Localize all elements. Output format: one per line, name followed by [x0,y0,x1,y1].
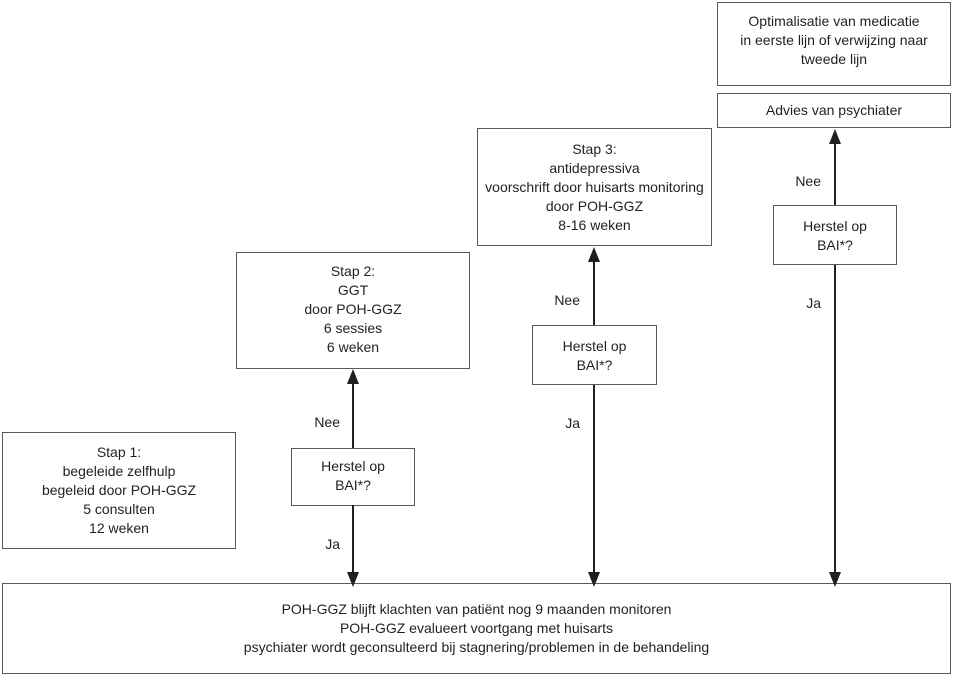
connector-line [352,378,354,448]
box-text-line: 12 weken [89,520,149,536]
box-stap-3 [477,128,712,246]
box-text-line: BAI*? [335,477,371,493]
arrow-down-icon [829,572,841,587]
box-text-line: POH-GGZ blijft klachten van patiënt nog 9 maanden monitoren [281,601,672,617]
box-text-line: 6 weken [326,339,380,355]
label-ja: Ja [325,536,340,552]
connector-line [834,138,836,205]
box-text-line: 6 sessies [323,320,383,336]
box-text-line: Herstel op [321,458,385,474]
label-ja: Ja [806,295,821,311]
box-herstel-bai-right [773,205,897,265]
box-text-line: Stap 3: [572,141,617,157]
box-text-line: POH-GGZ evalueert voortgang met huisarts [339,620,614,636]
box-text-line: voorschrift door huisarts monitoring [485,179,704,195]
arrow-down-icon [588,572,600,587]
box-monitoring [2,583,951,674]
box-text-line: GGT [337,282,369,298]
box-text-line: Advies van psychiater [765,102,903,118]
box-text-line: BAI*? [576,357,613,373]
box-text-line: psychiater wordt geconsulteerd bij stagnering/problemen in de behandeling [243,639,710,655]
box-text-line: door POH-GGZ [304,301,402,317]
label-nee: Nee [795,173,821,189]
box-text-line: Stap 2: [330,263,376,279]
box-advies-psychiater [717,93,951,128]
connector-line [834,265,836,575]
connector-line [352,505,354,575]
box-text-line: begeleide zelfhulp [62,463,176,479]
box-text-line: antidepressiva [549,160,640,176]
box-text-line: Optimalisatie van medicatie [748,13,920,29]
box-stap-1 [2,432,236,549]
arrow-down-icon [347,572,359,587]
box-herstel-bai-left [291,448,415,506]
box-optimalisatie-medicatie [717,2,951,86]
label-nee: Nee [554,292,580,308]
box-text-line: 8-16 weken [558,217,631,233]
label-nee: Nee [314,414,340,430]
box-text-line: Stap 1: [96,444,142,460]
box-text-line: BAI*? [817,237,853,253]
box-stap-2 [236,252,470,369]
box-text-line: 5 consulten [83,501,155,517]
connector-line [593,385,595,575]
box-text-line: door POH-GGZ [545,198,644,214]
connector-line [593,256,595,325]
label-ja: Ja [565,415,580,431]
box-text-line: Herstel op [562,338,627,354]
box-text-line: begeleid door POH-GGZ [41,482,197,498]
box-herstel-bai-middle [532,325,657,385]
box-text-line: in eerste lijn of verwijzing naar tweede lijn [740,32,928,67]
box-text-line: Herstel op [803,218,867,234]
